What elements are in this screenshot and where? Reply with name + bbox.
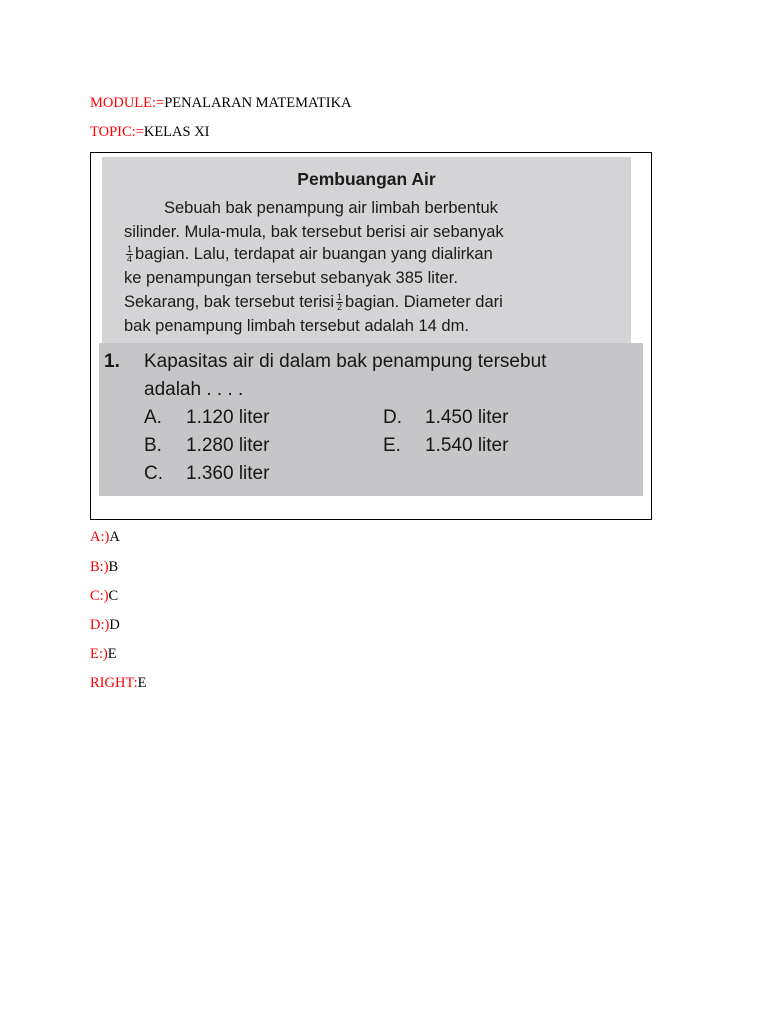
module-value: PENALARAN MATEMATIKA <box>164 95 352 111</box>
passage-title: Pembuangan Air <box>297 169 436 189</box>
module-line <box>90 94 352 112</box>
answer-value: E <box>107 646 117 662</box>
right-label: RIGHT: <box>90 675 138 691</box>
fraction-one-half: $\frac{1}{2}$ <box>337 292 343 313</box>
topic-value: KELAS XI <box>143 124 210 140</box>
option-d: D. 1.450 liter <box>383 407 509 428</box>
option-e: E. 1.540 liter <box>383 435 509 456</box>
passage-line: Sebuah bak penampung air limbah berbentuk <box>164 199 498 217</box>
passage-panel <box>102 157 631 343</box>
answer-line-c <box>90 587 118 605</box>
answer-value: A <box>109 529 120 545</box>
right-value: E <box>137 675 147 691</box>
answer-value: B <box>108 559 119 575</box>
answer-line-b <box>90 558 118 576</box>
module-label: MODULE:= <box>90 95 165 111</box>
passage-line: bak penampung limbah tersebut adalah 14 dm. <box>124 317 469 335</box>
question-image-frame <box>90 152 652 520</box>
answer-label: D:) <box>90 617 110 633</box>
question-text: Kapasitas air di dalam bak penampung tersebut <box>144 351 547 372</box>
topic-label: TOPIC:= <box>90 124 144 140</box>
answer-line-a <box>90 528 120 546</box>
passage-line: silinder. Mula-mula, bak tersebut berisi air sebanyak <box>124 223 504 241</box>
answer-value: D <box>109 617 120 633</box>
answer-label: E:) <box>90 646 108 662</box>
passage-line: ke penampungan tersebut sebanyak 385 liter. <box>124 269 458 287</box>
answer-line-d <box>90 616 120 634</box>
question-number: 1. <box>104 351 120 372</box>
question-panel <box>99 343 643 496</box>
fraction-one-quarter: $\frac{1}{4}$ <box>127 244 133 265</box>
passage-line: Sekarang, bak tersebut terisi $\frac{1}{2}$ bagian. Diameter dari <box>124 292 503 313</box>
option-a: A. 1.120 liter <box>144 407 270 428</box>
right-answer-line <box>90 674 146 692</box>
answer-label: C:) <box>90 588 109 604</box>
option-b: B. 1.280 liter <box>144 435 270 456</box>
topic-line <box>90 123 210 141</box>
passage-line: $\frac{1}{4}$ bagian. Lalu, terdapat air buangan yang dialirkan <box>127 244 493 265</box>
answer-label: B:) <box>90 559 109 575</box>
answer-value: C <box>108 588 119 604</box>
answer-line-e <box>90 645 117 663</box>
answer-label: A:) <box>90 529 110 545</box>
question-text: adalah . . . . <box>144 379 244 400</box>
option-c: C. 1.360 liter <box>144 463 270 484</box>
